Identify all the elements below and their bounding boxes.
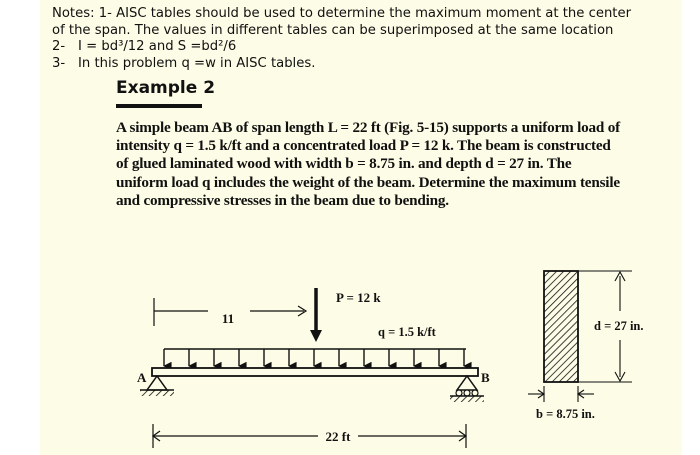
problem-line-3: of glued laminated wood with width b = 8.75 in. and depth d = 27 in. The [116, 155, 572, 173]
problem-line-4: uniform load q includes the weight of the beam. Determine the maximum tensile [116, 173, 620, 191]
support-b-label: B [481, 370, 490, 385]
width-label: b = 8.75 in. [536, 407, 595, 421]
note-item-2-number: 2- [52, 39, 66, 54]
point-load-label: P = 12 k [336, 290, 381, 305]
depth-label: d = 27 in. [594, 319, 644, 333]
uniform-load-arrows [164, 349, 466, 366]
beam [152, 368, 478, 376]
point-load-arrow [310, 288, 381, 342]
problem-line-2: intensity q = 1.5 k/ft and a concentrated load P = 12 k. The beam is constructed [116, 137, 611, 155]
note-item-3-text: In this problem q =w in AISC tables. [78, 55, 316, 71]
span-label: 22 ft [325, 429, 351, 444]
note-item-2-text: I = bd³/12 and S =bd²/6 [78, 39, 237, 54]
note-line-1: Notes: 1- AISC tables should be used to determine the maximum moment at the center [52, 6, 632, 21]
distance-label: 11 [221, 311, 235, 326]
example-heading: Example 2 [116, 78, 216, 98]
uniform-load-label: q = 1.5 k/ft [378, 325, 436, 339]
problem-line-5: and compressive stresses in the beam due to bending. [116, 191, 449, 209]
distance-dimension [154, 298, 306, 326]
note-line-2: of the span. The values in different tables can be superimposed at the same location [52, 22, 614, 38]
cross-section [528, 271, 644, 421]
support-a-label: A [137, 370, 147, 385]
note-item-3-number: 3- [52, 55, 66, 71]
span-dimension [153, 424, 466, 448]
problem-line-1: A simple beam AB of span length L = 22 ft (Fig. 5-15) supports a uniform load of [116, 119, 621, 136]
